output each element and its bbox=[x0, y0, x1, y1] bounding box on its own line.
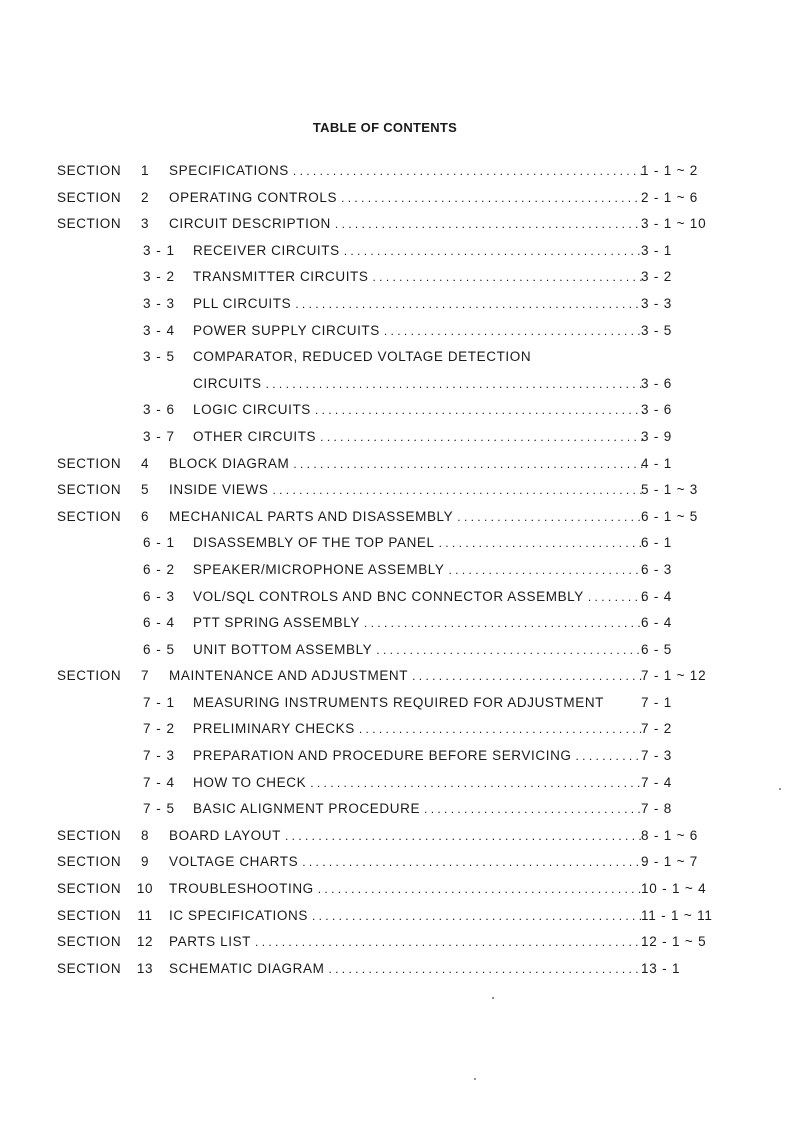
section-number: 2 bbox=[140, 189, 150, 205]
subsection-number: 3 - 2 bbox=[143, 269, 176, 285]
entry-title-group bbox=[193, 690, 645, 717]
entry-title-group bbox=[193, 610, 645, 637]
entry-title: PLL CIRCUITS bbox=[193, 291, 295, 318]
entry-title: OPERATING CONTROLS bbox=[169, 185, 341, 212]
entry-title: MECHANICAL PARTS AND DISASSEMBLY bbox=[169, 504, 457, 531]
dot-leader bbox=[457, 504, 645, 531]
subsection-number: 7 - 1 bbox=[143, 694, 176, 710]
dot-leader bbox=[439, 530, 645, 557]
entry-title: BOARD LAYOUT bbox=[169, 823, 285, 850]
section-number: 10 bbox=[136, 881, 154, 897]
dot-leader bbox=[315, 397, 645, 424]
page-reference: 3 - 6 bbox=[641, 375, 673, 391]
page-reference: 3 - 1 ~ 10 bbox=[641, 216, 707, 232]
page-reference: 3 - 5 bbox=[641, 322, 673, 338]
entry-title: PRELIMINARY CHECKS bbox=[193, 716, 359, 743]
page-reference: 5 - 1 ~ 3 bbox=[641, 482, 699, 498]
entry-title-group bbox=[193, 371, 645, 398]
entry-title: COMPARATOR, REDUCED VOLTAGE DETECTION bbox=[193, 344, 535, 371]
entry-title-group bbox=[193, 716, 645, 743]
section-number: 1 bbox=[140, 163, 150, 178]
page-reference: 6 - 3 bbox=[641, 561, 673, 577]
page-reference: 3 - 2 bbox=[641, 269, 673, 285]
entry-title-group bbox=[169, 451, 645, 478]
page-reference: 7 - 2 bbox=[641, 721, 673, 737]
toc-entry bbox=[0, 185, 794, 212]
entry-title: OTHER CIRCUITS bbox=[193, 424, 320, 451]
dot-leader bbox=[449, 557, 645, 584]
toc-entry bbox=[0, 318, 794, 345]
toc-entry bbox=[0, 663, 794, 690]
entry-title-group bbox=[193, 291, 645, 318]
entry-title-group bbox=[169, 849, 645, 876]
dot-leader bbox=[344, 238, 645, 265]
entry-title: DISASSEMBLY OF THE TOP PANEL bbox=[193, 530, 439, 557]
dot-leader bbox=[364, 610, 645, 637]
entry-title-group bbox=[193, 318, 645, 345]
dot-leader bbox=[328, 956, 645, 983]
entry-title: SCHEMATIC DIAGRAM bbox=[169, 956, 328, 983]
page-reference: 3 - 1 bbox=[641, 242, 673, 258]
entry-title-group bbox=[169, 929, 645, 956]
toc-entry bbox=[0, 504, 794, 531]
dot-leader bbox=[412, 663, 645, 690]
subsection-number: 6 - 1 bbox=[143, 535, 176, 551]
entry-title-group bbox=[193, 637, 645, 664]
entry-title: MEASURING INSTRUMENTS REQUIRED FOR ADJUSTMENT bbox=[193, 690, 608, 717]
entry-title: PREPARATION AND PROCEDURE BEFORE SERVICING bbox=[193, 743, 576, 770]
entry-title-group bbox=[169, 663, 645, 690]
toc-entry bbox=[0, 530, 794, 557]
dot-leader bbox=[376, 637, 645, 664]
dot-leader bbox=[335, 211, 645, 238]
page-reference: 8 - 1 ~ 6 bbox=[641, 827, 699, 843]
dot-leader bbox=[312, 903, 645, 930]
toc-entry bbox=[0, 397, 794, 424]
scan-speck bbox=[492, 997, 494, 999]
section-label: SECTION bbox=[57, 854, 122, 870]
dot-leader bbox=[576, 743, 645, 770]
entry-title: UNIT BOTTOM ASSEMBLY bbox=[193, 637, 376, 664]
section-label: SECTION bbox=[57, 907, 122, 923]
entry-title-group bbox=[193, 424, 645, 451]
dot-leader bbox=[341, 185, 645, 212]
dot-leader bbox=[320, 424, 645, 451]
section-label: SECTION bbox=[57, 827, 122, 843]
section-label: SECTION bbox=[57, 960, 122, 976]
entry-title-group bbox=[169, 823, 645, 850]
section-label: SECTION bbox=[57, 482, 122, 498]
page-reference: 7 - 8 bbox=[641, 801, 673, 817]
entry-title: BLOCK DIAGRAM bbox=[169, 451, 293, 478]
subsection-number: 3 - 1 bbox=[143, 242, 176, 258]
page-reference: 6 - 1 ~ 5 bbox=[641, 508, 699, 524]
toc-entry bbox=[0, 477, 794, 504]
toc-entry bbox=[0, 637, 794, 664]
dot-leader bbox=[424, 796, 645, 823]
page-reference: 7 - 3 bbox=[641, 748, 673, 764]
entry-title-group bbox=[193, 344, 645, 371]
entry-title-group bbox=[193, 397, 645, 424]
toc-entry bbox=[0, 557, 794, 584]
page-reference: 10 - 1 ~ 4 bbox=[641, 881, 707, 897]
subsection-number: 3 - 6 bbox=[143, 402, 176, 418]
section-label: SECTION bbox=[57, 216, 122, 232]
entry-title: MAINTENANCE AND ADJUSTMENT bbox=[169, 663, 412, 690]
dot-leader bbox=[384, 318, 645, 345]
section-label: SECTION bbox=[57, 668, 122, 684]
section-number: 3 bbox=[140, 216, 150, 232]
toc-entry bbox=[0, 451, 794, 478]
page-reference: 2 - 1 ~ 6 bbox=[641, 189, 699, 205]
section-label: SECTION bbox=[57, 881, 122, 897]
toc-entry bbox=[0, 291, 794, 318]
entry-title-group bbox=[193, 264, 645, 291]
subsection-number: 3 - 4 bbox=[143, 322, 176, 338]
section-number: 9 bbox=[140, 854, 150, 870]
section-label: SECTION bbox=[57, 455, 122, 471]
toc-entry bbox=[0, 264, 794, 291]
page-reference: 6 - 4 bbox=[641, 615, 673, 631]
page-reference: 12 - 1 ~ 5 bbox=[641, 934, 707, 950]
toc-entry bbox=[0, 849, 794, 876]
page-reference: 3 - 9 bbox=[641, 428, 673, 444]
dot-leader bbox=[318, 876, 645, 903]
page-reference: 6 - 1 bbox=[641, 535, 673, 551]
dot-leader bbox=[272, 477, 645, 504]
subsection-number: 7 - 2 bbox=[143, 721, 176, 737]
subsection-number: 7 - 5 bbox=[143, 801, 176, 817]
entry-title: CIRCUIT DESCRIPTION bbox=[169, 211, 335, 238]
entry-title-group bbox=[193, 584, 645, 611]
entry-title: PARTS LIST bbox=[169, 929, 255, 956]
toc-entry bbox=[0, 344, 794, 371]
entry-title-group bbox=[193, 770, 645, 797]
entry-title-group bbox=[193, 530, 645, 557]
scan-speck bbox=[474, 1078, 476, 1080]
dot-leader bbox=[266, 371, 645, 398]
entry-title-group bbox=[169, 477, 645, 504]
page-reference: 7 - 1 ~ 12 bbox=[641, 668, 707, 684]
dot-leader bbox=[293, 158, 645, 185]
subsection-number: 6 - 4 bbox=[143, 615, 176, 631]
toc-entry bbox=[0, 158, 794, 185]
toc-entry bbox=[0, 238, 794, 265]
dot-leader bbox=[359, 716, 645, 743]
section-number: 11 bbox=[137, 907, 153, 923]
page-reference: 1 - 1 ~ 2 bbox=[641, 163, 699, 178]
dot-leader bbox=[373, 264, 646, 291]
toc-entry bbox=[0, 584, 794, 611]
entry-title: INSIDE VIEWS bbox=[169, 477, 272, 504]
dot-leader bbox=[255, 929, 645, 956]
page-reference: 9 - 1 ~ 7 bbox=[641, 854, 699, 870]
section-label: SECTION bbox=[57, 189, 122, 205]
section-number: 5 bbox=[140, 482, 150, 498]
entry-title: TRANSMITTER CIRCUITS bbox=[193, 264, 373, 291]
page-reference: 7 - 4 bbox=[641, 774, 673, 790]
entry-title: VOL/SQL CONTROLS AND BNC CONNECTOR ASSEMBLY bbox=[193, 584, 588, 611]
section-label: SECTION bbox=[57, 934, 122, 950]
entry-title-group bbox=[169, 158, 645, 185]
entry-title-group bbox=[169, 211, 645, 238]
toc-entry bbox=[0, 956, 794, 983]
toc-entry bbox=[0, 690, 794, 717]
dot-leader bbox=[285, 823, 645, 850]
toc-entry bbox=[0, 876, 794, 903]
dot-leader bbox=[302, 849, 645, 876]
toc-entry bbox=[0, 424, 794, 451]
section-label: SECTION bbox=[57, 508, 122, 524]
entry-title-group bbox=[193, 796, 645, 823]
entry-title: BASIC ALIGNMENT PROCEDURE bbox=[193, 796, 424, 823]
page-reference: 11 - 1 ~ 11 bbox=[641, 907, 713, 923]
dot-leader bbox=[295, 291, 645, 318]
entry-title: VOLTAGE CHARTS bbox=[169, 849, 302, 876]
entry-title: SPEAKER/MICROPHONE ASSEMBLY bbox=[193, 557, 449, 584]
entry-title: CIRCUITS bbox=[193, 371, 266, 398]
page-reference: 13 - 1 bbox=[641, 960, 681, 976]
entry-title-group bbox=[169, 504, 645, 531]
page-reference: 4 - 1 bbox=[641, 455, 673, 471]
section-number: 6 bbox=[140, 508, 150, 524]
subsection-number: 6 - 2 bbox=[143, 561, 176, 577]
subsection-number: 7 - 4 bbox=[143, 774, 176, 790]
entry-title: PTT SPRING ASSEMBLY bbox=[193, 610, 364, 637]
section-number: 12 bbox=[136, 934, 154, 950]
entry-title: IC SPECIFICATIONS bbox=[169, 903, 312, 930]
entry-title-group bbox=[169, 185, 645, 212]
toc-entry bbox=[0, 770, 794, 797]
entry-title-group bbox=[193, 743, 645, 770]
subsection-number: 3 - 3 bbox=[143, 295, 176, 311]
toc-entry bbox=[0, 796, 794, 823]
section-number: 13 bbox=[136, 960, 154, 976]
scan-speck bbox=[779, 788, 781, 790]
entry-title-group bbox=[169, 956, 645, 983]
toc-entry bbox=[0, 743, 794, 770]
toc-entry bbox=[0, 211, 794, 238]
section-label: SECTION bbox=[57, 163, 122, 178]
entry-title-group bbox=[169, 903, 645, 930]
entry-title-group bbox=[193, 238, 645, 265]
toc-entry bbox=[0, 371, 794, 398]
subsection-number: 6 - 3 bbox=[143, 588, 176, 604]
entry-title: LOGIC CIRCUITS bbox=[193, 397, 315, 424]
entry-title: POWER SUPPLY CIRCUITS bbox=[193, 318, 384, 345]
subsection-number: 3 - 5 bbox=[143, 349, 176, 365]
toc-entry bbox=[0, 929, 794, 956]
subsection-number: 6 - 5 bbox=[143, 641, 176, 657]
entry-title-group bbox=[193, 557, 645, 584]
dot-leader bbox=[310, 770, 645, 797]
toc-entry bbox=[0, 610, 794, 637]
entry-title: SPECIFICATIONS bbox=[169, 158, 293, 185]
entry-title: TROUBLESHOOTING bbox=[169, 876, 318, 903]
toc-entry bbox=[0, 823, 794, 850]
section-number: 4 bbox=[140, 455, 150, 471]
dot-leader bbox=[588, 584, 645, 611]
page-reference: 3 - 6 bbox=[641, 402, 673, 418]
toc-entry bbox=[0, 716, 794, 743]
subsection-number: 3 - 7 bbox=[143, 428, 176, 444]
page-title: TABLE OF CONTENTS bbox=[312, 120, 458, 135]
page-reference: 3 - 3 bbox=[641, 295, 673, 311]
subsection-number: 7 - 3 bbox=[143, 748, 176, 764]
entry-title-group bbox=[169, 876, 645, 903]
section-number: 7 bbox=[140, 668, 150, 684]
entry-title: HOW TO CHECK bbox=[193, 770, 310, 797]
dot-leader bbox=[293, 451, 645, 478]
page-reference: 6 - 4 bbox=[641, 588, 673, 604]
toc-list bbox=[0, 158, 794, 982]
section-number: 8 bbox=[140, 827, 150, 843]
page-reference: 6 - 5 bbox=[641, 641, 673, 657]
entry-title: RECEIVER CIRCUITS bbox=[193, 238, 344, 265]
page-reference: 7 - 1 bbox=[641, 694, 673, 710]
toc-entry bbox=[0, 903, 794, 930]
